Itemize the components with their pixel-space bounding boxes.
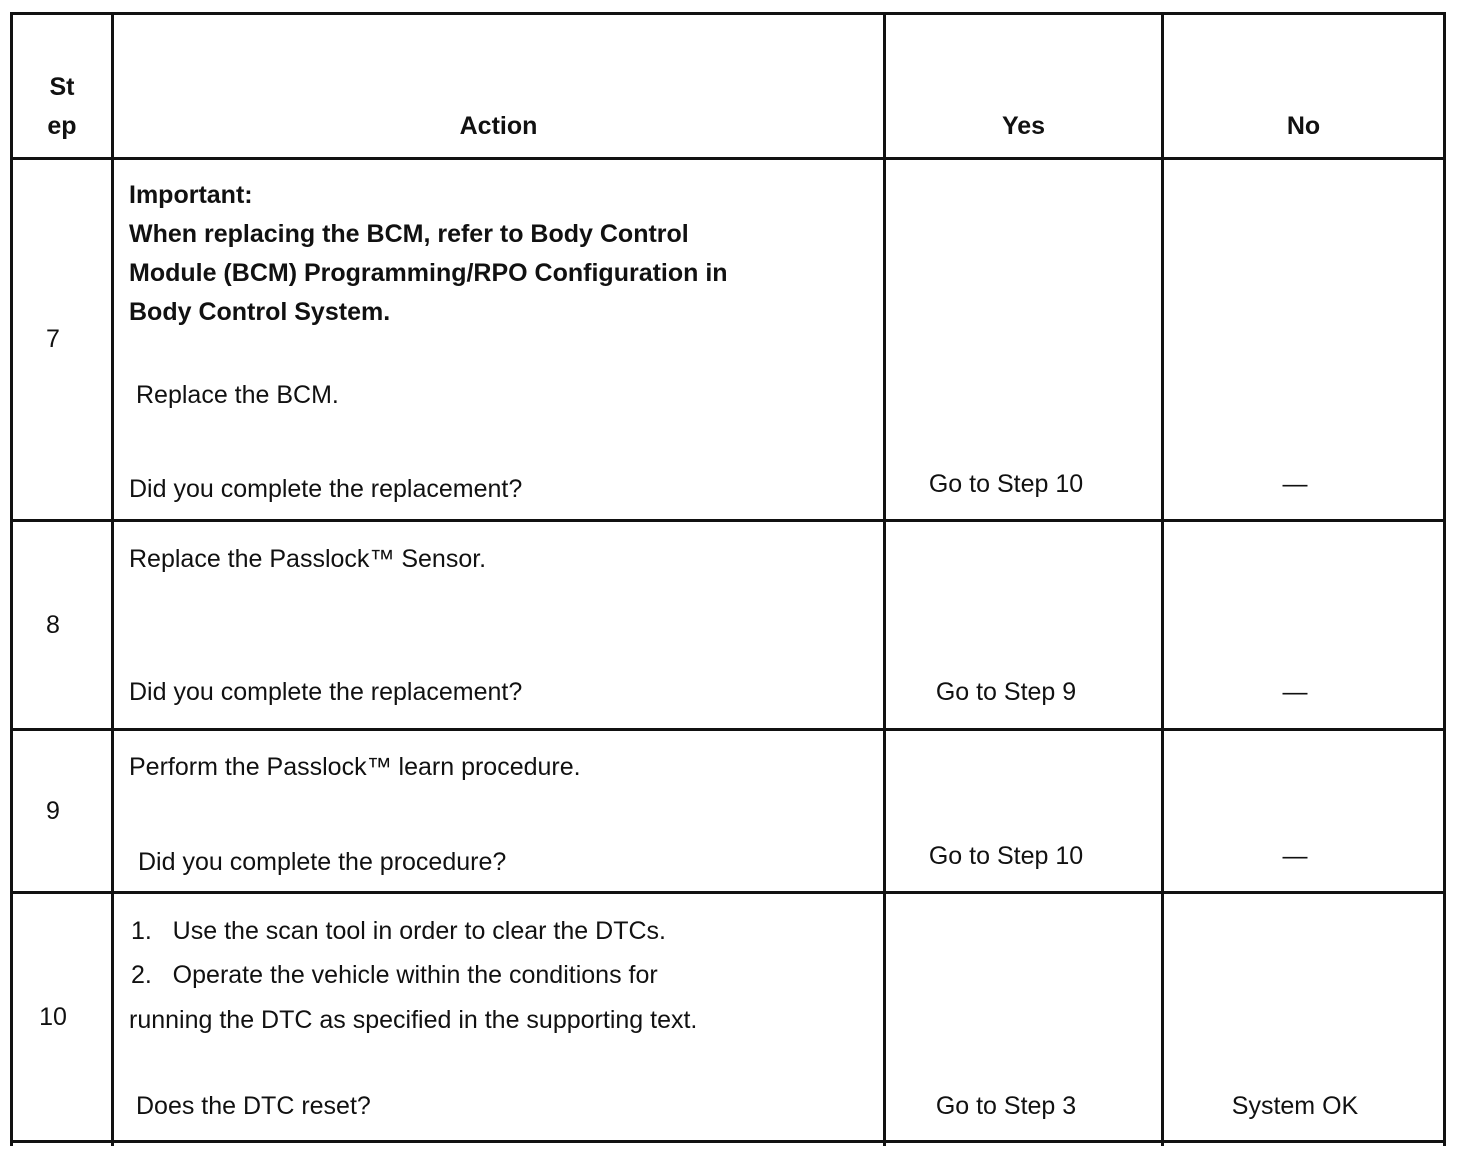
row-divider-8 bbox=[10, 728, 1446, 731]
action-instruction: Perform the Passlock™ learn procedure. bbox=[129, 753, 581, 781]
action-question: Did you complete the replacement? bbox=[129, 678, 523, 706]
table-border-right bbox=[1443, 12, 1446, 1146]
table-border-bottom bbox=[10, 1140, 1446, 1143]
step-number: 9 bbox=[46, 797, 60, 825]
yes-result: Go to Step 3 bbox=[935, 1092, 1077, 1120]
header-step-line2: ep bbox=[47, 112, 77, 140]
important-note-line: Module (BCM) Programming/RPO Configuration in bbox=[129, 259, 728, 287]
step-number: 7 bbox=[46, 325, 60, 353]
step-number: 10 bbox=[39, 1003, 67, 1031]
header-divider bbox=[10, 157, 1446, 160]
header-yes: Yes bbox=[1001, 112, 1046, 140]
step-number: 8 bbox=[46, 611, 60, 639]
header-action: Action bbox=[459, 112, 538, 140]
action-list-item: 1. Use the scan tool in order to clear the DTCs. bbox=[131, 917, 666, 945]
yes-result: Go to Step 10 bbox=[928, 470, 1084, 498]
action-instruction: Replace the Passlock™ Sensor. bbox=[129, 545, 487, 573]
no-result: System OK bbox=[1231, 1092, 1359, 1120]
yes-result: Go to Step 10 bbox=[928, 842, 1084, 870]
table-border-left bbox=[10, 12, 13, 1146]
action-list-item: 2. Operate the vehicle within the conditions for bbox=[131, 961, 658, 989]
action-instruction: Replace the BCM. bbox=[136, 381, 339, 409]
column-divider-yes bbox=[1161, 12, 1164, 1146]
yes-result: Go to Step 9 bbox=[935, 678, 1077, 706]
action-list-continuation: running the DTC as specified in the supporting text. bbox=[129, 1006, 698, 1034]
important-note-line: Body Control System. bbox=[129, 298, 391, 326]
column-divider-step bbox=[111, 12, 114, 1146]
header-no: No bbox=[1286, 112, 1321, 140]
row-divider-7 bbox=[10, 519, 1446, 522]
table-border-top bbox=[10, 12, 1446, 15]
action-question: Did you complete the procedure? bbox=[138, 848, 507, 876]
column-divider-action bbox=[883, 12, 886, 1146]
row-divider-9 bbox=[10, 891, 1446, 894]
important-label: Important: bbox=[129, 181, 253, 209]
action-question: Does the DTC reset? bbox=[136, 1092, 371, 1120]
action-question: Did you complete the replacement? bbox=[129, 475, 523, 503]
no-result: — bbox=[1282, 470, 1308, 498]
important-note-line: When replacing the BCM, refer to Body Control bbox=[129, 220, 689, 248]
no-result: — bbox=[1282, 678, 1308, 706]
header-step-line1: St bbox=[49, 73, 75, 101]
no-result: — bbox=[1282, 842, 1308, 870]
